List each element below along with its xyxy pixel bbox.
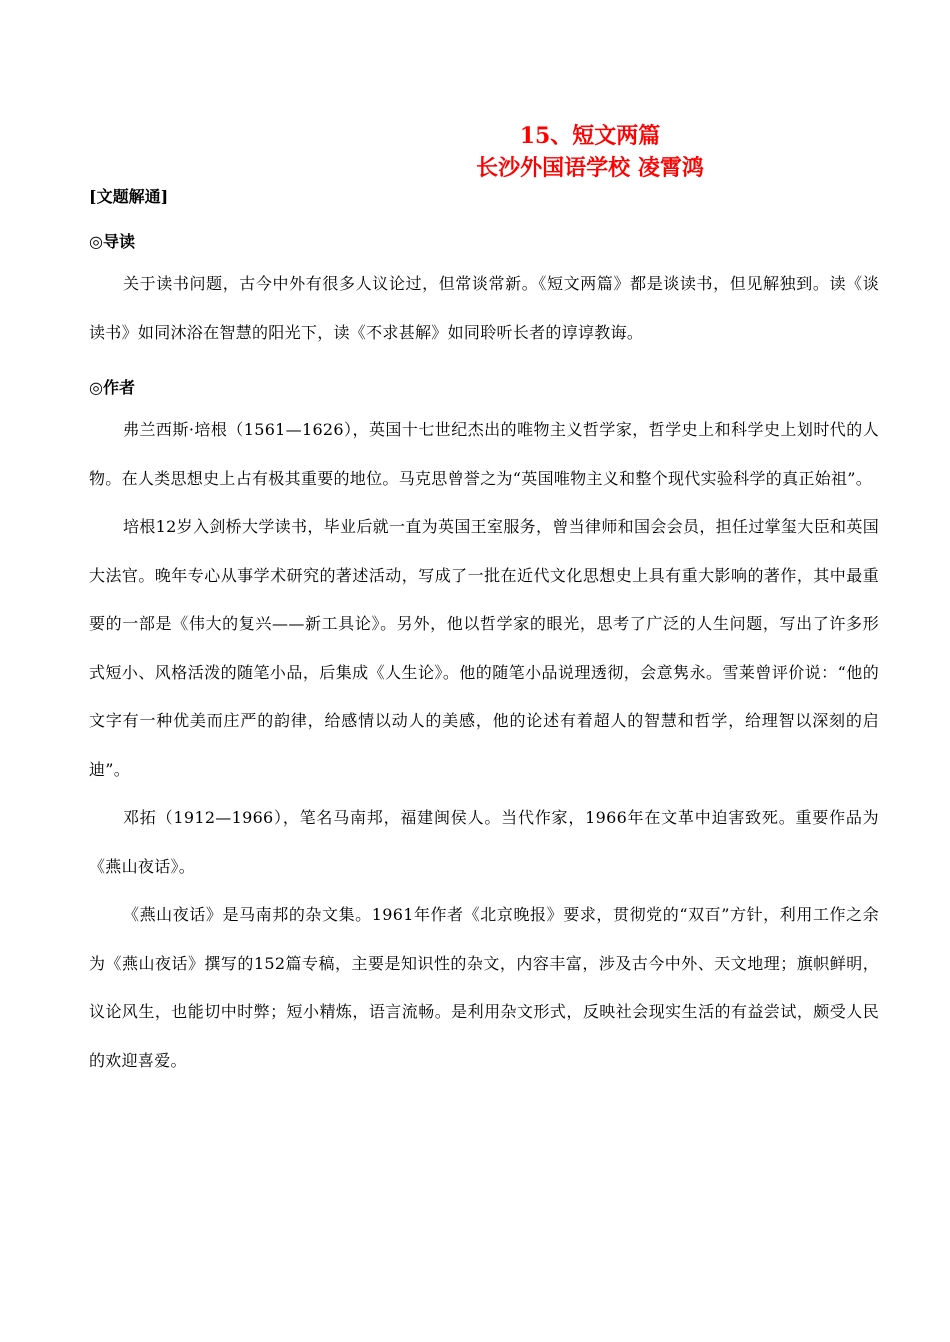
document-title [380,120,800,184]
section-heading-zuozhe: ◎作者 [89,378,135,397]
paragraph-yanshan: 《燕山夜话》是马南邦的杂文集。1961年作者《北京晚报》要求，贯彻党的“双百”方针，利用工作之余为《燕山夜话》撰写的152篇专稿，主要是知识性的杂文，内容丰富，涉及古今中外、天文地理；旗帜鲜明，议论风生，也能切中时弊；短小精炼，语言流畅。是利用杂文形式，反映社会现实生活的有益尝试，颇受人民的欢迎喜爱。 [89,905,879,1070]
section-heading-wenti: [文题解通] [89,187,169,206]
paragraph-bacon-life: 培根12岁入剑桥大学读书，毕业后就一直为英国王室服务，曾当律师和国会会员，担任过掌玺大臣和英国大法官。晚年专心从事学术研究的著述活动，写成了一批在近代文化思想史上具有重大影响的著作，其中最重要的一部是《伟大的复兴——新工具论》。另外，他以哲学家的眼光，思考了广泛的人生问题，写出了许多形式短小、风格活泼的随笔小品，后集成《人生论》。他的随笔小品说理透彻，会意隽永。雪莱曾评价说：“他的文字有一种优美而庄严的韵律，给感情以动人的美感，他的论述有着超人的智慧和哲学，给理智以深刻的启迪”。 [89,517,879,779]
paragraph-deng-intro: 邓拓（1912—1966），笔名马南邦，福建闽侯人。当代作家，1966年在文革中迫害致死。重要作品为《燕山夜话》。 [89,808,879,876]
title-lesson: 15、短文两篇 [519,123,661,149]
paragraph-daodu: 关于读书问题，古今中外有很多人议论过，但常谈常新。《短文两篇》都是谈读书，但见解独到。读《谈读书》如同沐浴在智慧的阳光下，读《不求甚解》如同聆听长者的谆谆教诲。 [89,274,879,342]
section-heading-daodu: ◎导读 [89,232,135,251]
document-body [89,185,879,1085]
title-author-school: 长沙外国语学校 凌霄鸿 [476,155,704,181]
paragraph-bacon-intro: 弗兰西斯·培根（1561—1626），英国十七世纪杰出的唯物主义哲学家，哲学史上和科学史上划时代的人物。在人类思想史上占有极其重要的地位。马克思曾誉之为“英国唯物主义和整个现代实验科学的真正始祖”。 [89,420,879,488]
